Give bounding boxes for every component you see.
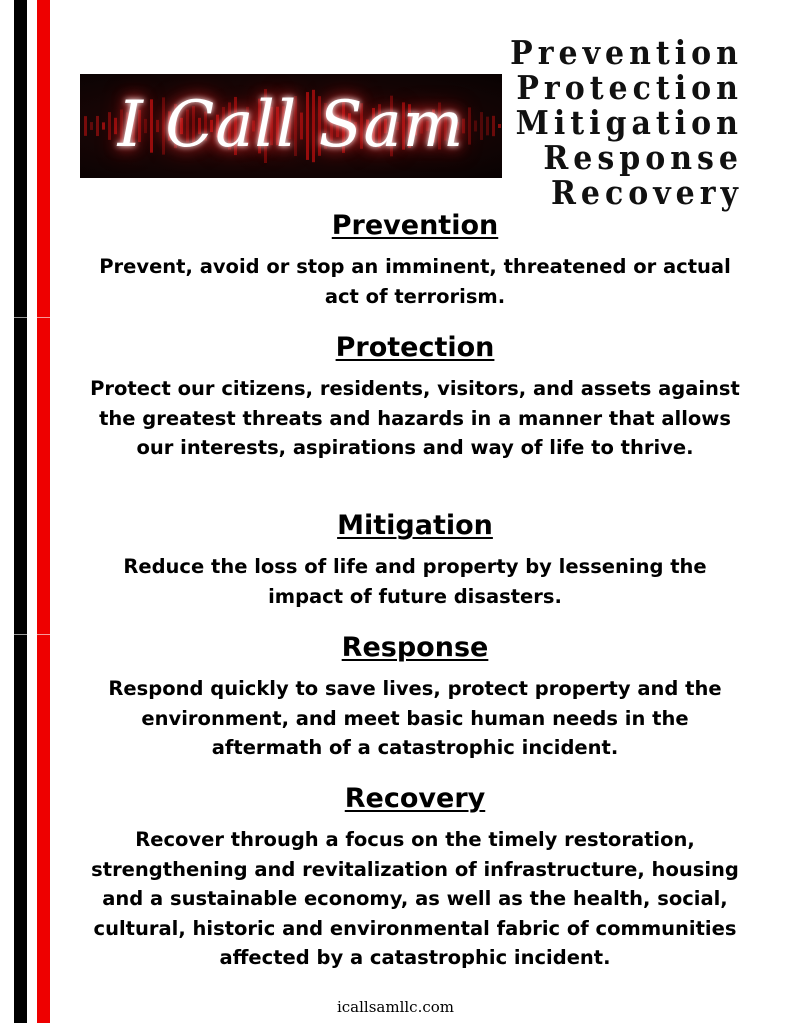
phase-prevention: Prevention [510, 34, 743, 73]
logo-banner [80, 74, 502, 178]
left-red-stripe [37, 0, 50, 1023]
section-response [90, 632, 740, 763]
phase-mitigation: Mitigation [515, 104, 743, 143]
section-text: Prevent, avoid or stop an imminent, threatened or actual act of terrorism. [99, 255, 731, 308]
section-mitigation [90, 510, 740, 611]
left-black-stripe [14, 0, 27, 1023]
section-text: Recover through a focus on the timely restoration, strengthening and revitalization of infrastructure, housing and a sustainable economy, as well as the health, social, cultural, historic and environmental fabric of communities affected by a catastrophic incident. [91, 828, 739, 969]
section-title: Response [341, 632, 489, 663]
section-title: Mitigation [337, 510, 493, 541]
phase-protection: Protection [516, 69, 743, 108]
section-protection [90, 332, 740, 463]
logo-text: I Call Sam [117, 88, 465, 162]
section-title: Prevention [331, 210, 499, 241]
section-title: Recovery [344, 783, 486, 814]
phase-list [503, 36, 743, 211]
stripe-seam [14, 634, 50, 635]
section-recovery [90, 783, 740, 973]
phase-response: Response [543, 139, 743, 178]
stripe-seam [14, 317, 50, 318]
footer-url: icallsamllc.com [336, 998, 455, 1016]
section-text: Respond quickly to save lives, protect property and the environment, and meet basic human needs in the aftermath of a catastrophic incident. [108, 677, 722, 759]
section-text: Reduce the loss of life and property by lessening the impact of future disasters. [123, 555, 707, 608]
phase-recovery: Recovery [550, 174, 743, 213]
section-prevention [90, 210, 740, 311]
section-text: Protect our citizens, residents, visitors, and assets against the greatest threats and hazards in a manner that allows our interests, aspirations and way of life to thrive. [90, 377, 740, 459]
section-title: Protection [335, 332, 495, 363]
